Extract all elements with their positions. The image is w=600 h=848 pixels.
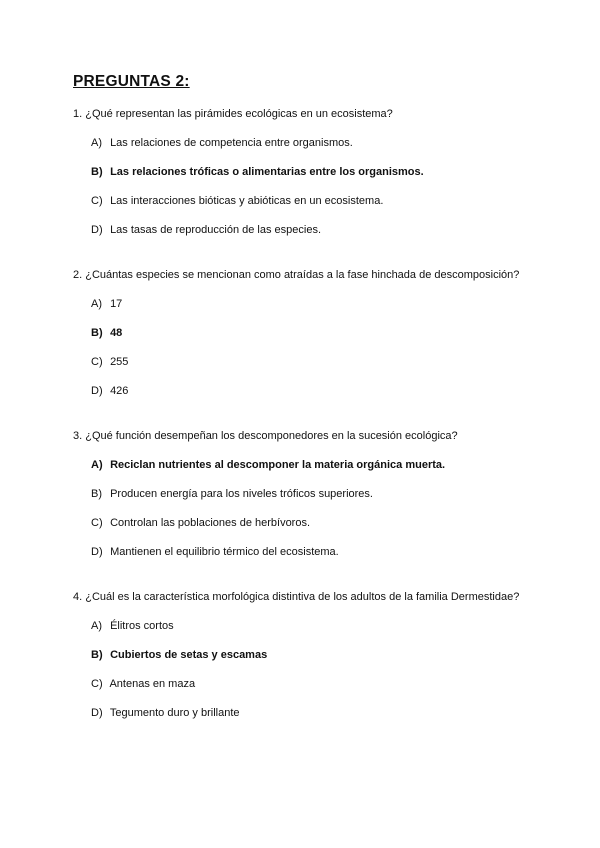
question-4-option-b [91, 649, 267, 662]
question-3: 3. ¿Qué función desempeñan los descomponedores en la sucesión ecológica? [73, 430, 458, 442]
option-letter: B) [91, 327, 103, 339]
question-1-option-b [91, 166, 424, 179]
question-1-option-c [91, 195, 383, 208]
option-letter: D) [91, 224, 103, 236]
question-2: 2. ¿Cuántas especies se mencionan como atraídas a la fase hinchada de descomposición? [73, 269, 520, 281]
question-1: 1. ¿Qué representan las pirámides ecológicas en un ecosistema? [73, 108, 393, 120]
option-text: Las relaciones de competencia entre organismos. [110, 137, 353, 149]
question-2-option-b [91, 327, 122, 340]
option-letter: A) [91, 137, 102, 149]
option-text: Las interacciones bióticas y abióticas en un ecosistema. [110, 195, 384, 207]
option-letter: B) [91, 488, 102, 500]
option-text: Antenas en maza [109, 678, 196, 690]
option-text: 48 [110, 327, 123, 339]
question-3-option-a [91, 459, 445, 472]
option-letter: C) [91, 356, 103, 368]
question-2-option-a [91, 298, 122, 311]
option-text: Controlan las poblaciones de herbívoros. [110, 517, 311, 529]
option-text: Las tasas de reproducción de las especies. [110, 224, 322, 236]
option-text: Las relaciones tróficas o alimentarias entre los organismos. [110, 166, 424, 178]
option-text: Producen energía para los niveles tróficos superiores. [110, 488, 373, 500]
option-text: Élitros cortos [110, 620, 174, 632]
option-letter: A) [91, 459, 103, 471]
option-text: Reciclan nutrientes al descomponer la materia orgánica muerta. [110, 459, 446, 471]
question-3-option-d [91, 546, 339, 559]
option-letter: D) [91, 707, 103, 719]
option-letter: D) [91, 546, 103, 558]
page-title: PREGUNTAS 2: [73, 73, 190, 90]
question-4: 4. ¿Cuál es la característica morfológica distintiva de los adultos de la familia Dermestidae? [73, 591, 520, 603]
question-3-option-c [91, 517, 310, 530]
option-text: 255 [110, 356, 129, 368]
option-letter: A) [91, 620, 102, 632]
question-2-option-d [91, 385, 128, 398]
option-text: Cubiertos de setas y escamas [110, 649, 268, 661]
option-letter: D) [91, 385, 103, 397]
option-text: Mantienen el equilibrio térmico del ecosistema. [110, 546, 339, 558]
question-3-option-b [91, 488, 373, 501]
option-text: 17 [110, 298, 123, 310]
option-letter: C) [91, 195, 103, 207]
question-4-option-d [91, 707, 240, 720]
option-letter: C) [91, 517, 103, 529]
option-letter: A) [91, 298, 102, 310]
option-text: Tegumento duro y brillante [109, 707, 240, 719]
option-letter: C) [91, 678, 103, 690]
option-text: 426 [110, 385, 129, 397]
question-2-option-c [91, 356, 128, 369]
question-1-option-d [91, 224, 321, 237]
option-letter: B) [91, 166, 103, 178]
question-4-option-a [91, 620, 174, 633]
question-4-option-c [91, 678, 195, 691]
option-letter: B) [91, 649, 103, 661]
question-1-option-a [91, 137, 353, 150]
